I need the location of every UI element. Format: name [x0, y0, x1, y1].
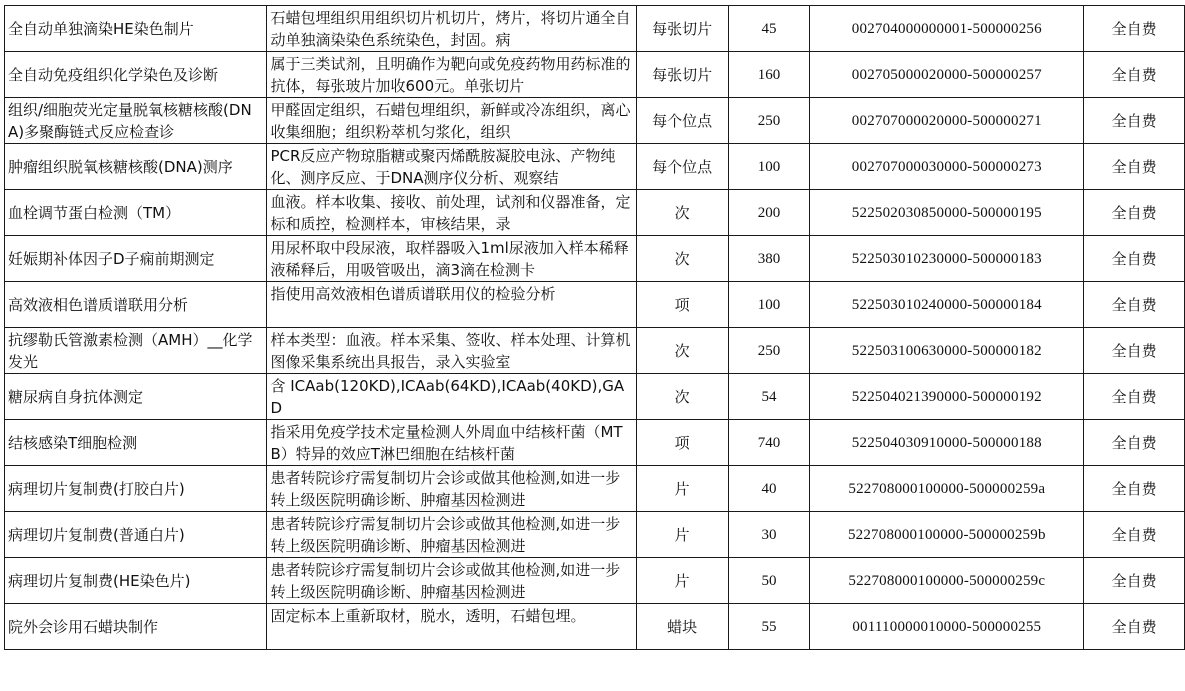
unit-cell[interactable] — [636, 604, 728, 650]
item-description: 固定标本上重新取材，脱水，透明，石蜡包埋。 — [270, 606, 586, 625]
item-name: 院外会诊用石蜡块制作 — [8, 617, 159, 636]
table-row — [5, 144, 1185, 190]
payment-type-cell[interactable] — [1084, 282, 1185, 328]
table-row — [5, 98, 1185, 144]
code-cell[interactable] — [810, 52, 1084, 98]
price-cell[interactable] — [728, 374, 810, 420]
unit-cell[interactable] — [636, 466, 728, 512]
fee-table — [4, 5, 1185, 650]
price: 160 — [757, 66, 781, 83]
price: 30 — [761, 526, 777, 543]
item-description-cell[interactable] — [267, 604, 636, 650]
code-cell[interactable] — [810, 98, 1084, 144]
item-description: 石蜡包埋组织用组织切片机切片，烤片，将切片通全自动单独滴染染色系统染色，封固。病 — [270, 8, 631, 49]
price-cell[interactable] — [728, 328, 810, 374]
price: 100 — [757, 158, 781, 175]
item-code: 522503010240000-500000184 — [851, 296, 1042, 313]
code-cell[interactable] — [810, 374, 1084, 420]
price-cell[interactable] — [728, 466, 810, 512]
item-description: 患者转院诊疗需复制切片会诊或做其他检测,如进一步转上级医院明确诊断、肿瘤基因检测进 — [270, 560, 621, 601]
price: 250 — [757, 342, 781, 359]
unit: 每个位点 — [652, 157, 713, 176]
item-description-cell[interactable] — [267, 236, 636, 282]
payment-type-cell[interactable] — [1084, 328, 1185, 374]
price: 200 — [757, 204, 781, 221]
table-row — [5, 466, 1185, 512]
price-cell[interactable] — [728, 420, 810, 466]
unit: 每张切片 — [652, 19, 713, 38]
item-code: 522708000100000-500000259a — [848, 480, 1046, 497]
code-cell[interactable] — [810, 512, 1084, 558]
item-code: 522708000100000-500000259b — [847, 526, 1046, 543]
unit-cell[interactable] — [636, 6, 728, 52]
item-code: 522504030910000-500000188 — [851, 434, 1042, 451]
item-name: 妊娠期补体因子D子痫前期测定 — [8, 249, 215, 268]
price: 250 — [757, 112, 781, 129]
payment-type: 全自费 — [1111, 295, 1157, 314]
table-row — [5, 604, 1185, 650]
item-description: 含 ICAab(120KD),ICAab(64KD),ICAab(40KD),GAD — [270, 376, 625, 417]
item-name: 组织/细胞荧光定量脱氧核糖核酸(DNA)多聚酶链式反应检查诊 — [8, 100, 252, 141]
unit: 每个位点 — [652, 111, 713, 130]
item-name: 糖尿病自身抗体测定 — [8, 387, 144, 406]
payment-type-cell[interactable] — [1084, 512, 1185, 558]
item-code: 522504021390000-500000192 — [851, 388, 1042, 405]
item-name: 血栓调节蛋白检测（TM） — [8, 203, 181, 222]
item-description: 患者转院诊疗需复制切片会诊或做其他检测,如进一步转上级医院明确诊断、肿瘤基因检测进 — [270, 468, 621, 509]
unit-cell[interactable] — [636, 558, 728, 604]
table-row — [5, 512, 1185, 558]
payment-type: 全自费 — [1111, 433, 1157, 452]
unit-cell[interactable] — [636, 98, 728, 144]
price-cell[interactable] — [728, 190, 810, 236]
price-cell[interactable] — [728, 144, 810, 190]
price-cell[interactable] — [728, 236, 810, 282]
code-cell[interactable] — [810, 420, 1084, 466]
code-cell[interactable] — [810, 328, 1084, 374]
item-name-cell[interactable] — [5, 420, 267, 466]
price-cell[interactable] — [728, 512, 810, 558]
price: 100 — [757, 296, 781, 313]
code-cell[interactable] — [810, 604, 1084, 650]
unit: 项 — [674, 433, 690, 452]
payment-type-cell[interactable] — [1084, 604, 1185, 650]
unit: 片 — [674, 525, 690, 544]
item-name-cell[interactable] — [5, 282, 267, 328]
item-code: 522503010230000-500000183 — [851, 250, 1042, 267]
unit: 每张切片 — [652, 65, 713, 84]
code-cell[interactable] — [810, 6, 1084, 52]
item-description-cell[interactable] — [267, 420, 636, 466]
item-description: 指采用免疫学技术定量检测人外周血中结核杆菌（MTB）特异的效应T淋巴细胞在结核杆菌 — [270, 422, 623, 463]
item-description-cell[interactable] — [267, 374, 636, 420]
unit-cell[interactable] — [636, 420, 728, 466]
item-description-cell[interactable] — [267, 190, 636, 236]
unit-cell[interactable] — [636, 328, 728, 374]
item-name-cell[interactable] — [5, 6, 267, 52]
payment-type-cell[interactable] — [1084, 144, 1185, 190]
unit-cell[interactable] — [636, 512, 728, 558]
payment-type-cell[interactable] — [1084, 466, 1185, 512]
table-row — [5, 328, 1185, 374]
item-name-cell[interactable] — [5, 558, 267, 604]
item-description: 指使用高效液相色谱质谱联用仪的检验分析 — [270, 284, 556, 303]
payment-type-cell[interactable] — [1084, 52, 1185, 98]
item-description: 样本类型：血液。样本采集、签收、样本处理、计算机图像采集系统出具报告，录入实验室 — [270, 330, 631, 371]
payment-type: 全自费 — [1111, 157, 1157, 176]
item-name-cell[interactable] — [5, 374, 267, 420]
price-cell[interactable] — [728, 604, 810, 650]
item-description: 用尿杯取中段尿液，取样器吸入1ml尿液加入样本稀释液稀释后，用吸管吸出，滴3滴在检测卡 — [270, 238, 629, 279]
table-row — [5, 6, 1185, 52]
payment-type-cell[interactable] — [1084, 420, 1185, 466]
item-name-cell[interactable] — [5, 190, 267, 236]
price-cell[interactable] — [728, 558, 810, 604]
item-name-cell[interactable] — [5, 512, 267, 558]
price: 45 — [761, 20, 777, 37]
price: 55 — [761, 618, 777, 635]
payment-type: 全自费 — [1111, 479, 1157, 498]
item-name: 病理切片复制费(HE染色片) — [8, 571, 191, 590]
payment-type-cell[interactable] — [1084, 236, 1185, 282]
item-name: 结核感染T细胞检测 — [8, 433, 138, 452]
payment-type-cell[interactable] — [1084, 6, 1185, 52]
payment-type: 全自费 — [1111, 111, 1157, 130]
unit-cell[interactable] — [636, 282, 728, 328]
code-cell[interactable] — [810, 190, 1084, 236]
item-name: 高效液相色谱质谱联用分析 — [8, 295, 189, 314]
item-description: 属于三类试剂，且明确作为靶向或免疫药物用药标准的抗体，每张玻片加收600元。单张切片 — [270, 54, 631, 95]
payment-type: 全自费 — [1111, 341, 1157, 360]
price: 380 — [757, 250, 781, 267]
item-code: 002707000030000-500000273 — [851, 158, 1042, 175]
item-description: 患者转院诊疗需复制切片会诊或做其他检测,如进一步转上级医院明确诊断、肿瘤基因检测进 — [270, 514, 621, 555]
price-cell[interactable] — [728, 52, 810, 98]
price: 50 — [761, 572, 777, 589]
table-row — [5, 52, 1185, 98]
item-code: 522502030850000-500000195 — [851, 204, 1042, 221]
unit: 蜡块 — [667, 617, 698, 636]
item-description-cell[interactable] — [267, 466, 636, 512]
payment-type: 全自费 — [1111, 19, 1157, 38]
price-cell[interactable] — [728, 6, 810, 52]
unit-cell[interactable] — [636, 52, 728, 98]
payment-type-cell[interactable] — [1084, 98, 1185, 144]
item-name-cell[interactable] — [5, 144, 267, 190]
table-row — [5, 236, 1185, 282]
unit: 项 — [674, 295, 690, 314]
code-cell[interactable] — [810, 144, 1084, 190]
payment-type-cell[interactable] — [1084, 374, 1185, 420]
payment-type-cell[interactable] — [1084, 190, 1185, 236]
price: 740 — [757, 434, 781, 451]
table-row — [5, 374, 1185, 420]
item-name-cell[interactable] — [5, 236, 267, 282]
item-name-cell[interactable] — [5, 328, 267, 374]
unit: 次 — [674, 249, 690, 268]
item-name-cell[interactable] — [5, 466, 267, 512]
code-cell[interactable] — [810, 282, 1084, 328]
item-name: 病理切片复制费(普通白片) — [8, 525, 185, 544]
item-description-cell[interactable] — [267, 282, 636, 328]
table-row — [5, 420, 1185, 466]
payment-type: 全自费 — [1111, 387, 1157, 406]
code-cell[interactable] — [810, 466, 1084, 512]
unit-cell[interactable] — [636, 144, 728, 190]
price: 40 — [761, 480, 777, 497]
item-description-cell[interactable] — [267, 144, 636, 190]
unit: 片 — [674, 571, 690, 590]
item-name-cell[interactable] — [5, 604, 267, 650]
item-code: 522503100630000-500000182 — [851, 342, 1042, 359]
unit: 次 — [674, 387, 690, 406]
table-row — [5, 282, 1185, 328]
item-description-cell[interactable] — [267, 558, 636, 604]
fee-table-body — [5, 6, 1185, 650]
price: 54 — [761, 388, 777, 405]
payment-type: 全自费 — [1111, 571, 1157, 590]
item-description: 血液。样本收集、接收、前处理，试剂和仪器准备，定标和质控，检测样本，审核结果，录 — [270, 192, 631, 233]
item-description: PCR反应产物琼脂糖或聚丙烯酰胺凝胶电泳、产物纯化、测序反应、于DNA测序仪分析、观察结 — [270, 146, 616, 187]
item-code: 002704000000001-500000256 — [851, 20, 1042, 37]
payment-type: 全自费 — [1111, 525, 1157, 544]
table-row — [5, 190, 1185, 236]
item-name: 抗缪勒氏管激素检测（AMH）__化学发光 — [8, 330, 253, 371]
price-cell[interactable] — [728, 98, 810, 144]
unit-cell[interactable] — [636, 374, 728, 420]
unit: 片 — [674, 479, 690, 498]
table-row — [5, 558, 1185, 604]
item-code: 002705000020000-500000257 — [851, 66, 1042, 83]
item-description-cell[interactable] — [267, 328, 636, 374]
item-name: 病理切片复制费(打胶白片) — [8, 479, 185, 498]
item-name: 肿瘤组织脱氧核糖核酸(DNA)测序 — [8, 157, 233, 176]
item-name: 全自动单独滴染HE染色制片 — [8, 19, 194, 38]
payment-type: 全自费 — [1111, 617, 1157, 636]
unit: 次 — [674, 203, 690, 222]
payment-type-cell[interactable] — [1084, 558, 1185, 604]
item-description-cell[interactable] — [267, 98, 636, 144]
item-code: 522708000100000-500000259c — [848, 572, 1046, 589]
payment-type: 全自费 — [1111, 65, 1157, 84]
item-description-cell[interactable] — [267, 6, 636, 52]
item-description-cell[interactable] — [267, 512, 636, 558]
unit-cell[interactable] — [636, 190, 728, 236]
item-name: 全自动免疫组织化学染色及诊断 — [8, 65, 219, 84]
item-description-cell[interactable] — [267, 52, 636, 98]
price-cell[interactable] — [728, 282, 810, 328]
item-name-cell[interactable] — [5, 98, 267, 144]
unit: 次 — [674, 341, 690, 360]
payment-type: 全自费 — [1111, 249, 1157, 268]
item-description: 甲醛固定组织，石蜡包埋组织，新鲜或冷冻组织，离心收集细胞；组织粉萃机匀浆化，组织 — [270, 100, 631, 141]
item-code: 001110000010000-500000255 — [852, 618, 1042, 635]
item-name-cell[interactable] — [5, 52, 267, 98]
item-code: 002707000020000-500000271 — [851, 112, 1042, 129]
payment-type: 全自费 — [1111, 203, 1157, 222]
code-cell[interactable] — [810, 558, 1084, 604]
code-cell[interactable] — [810, 236, 1084, 282]
unit-cell[interactable] — [636, 236, 728, 282]
